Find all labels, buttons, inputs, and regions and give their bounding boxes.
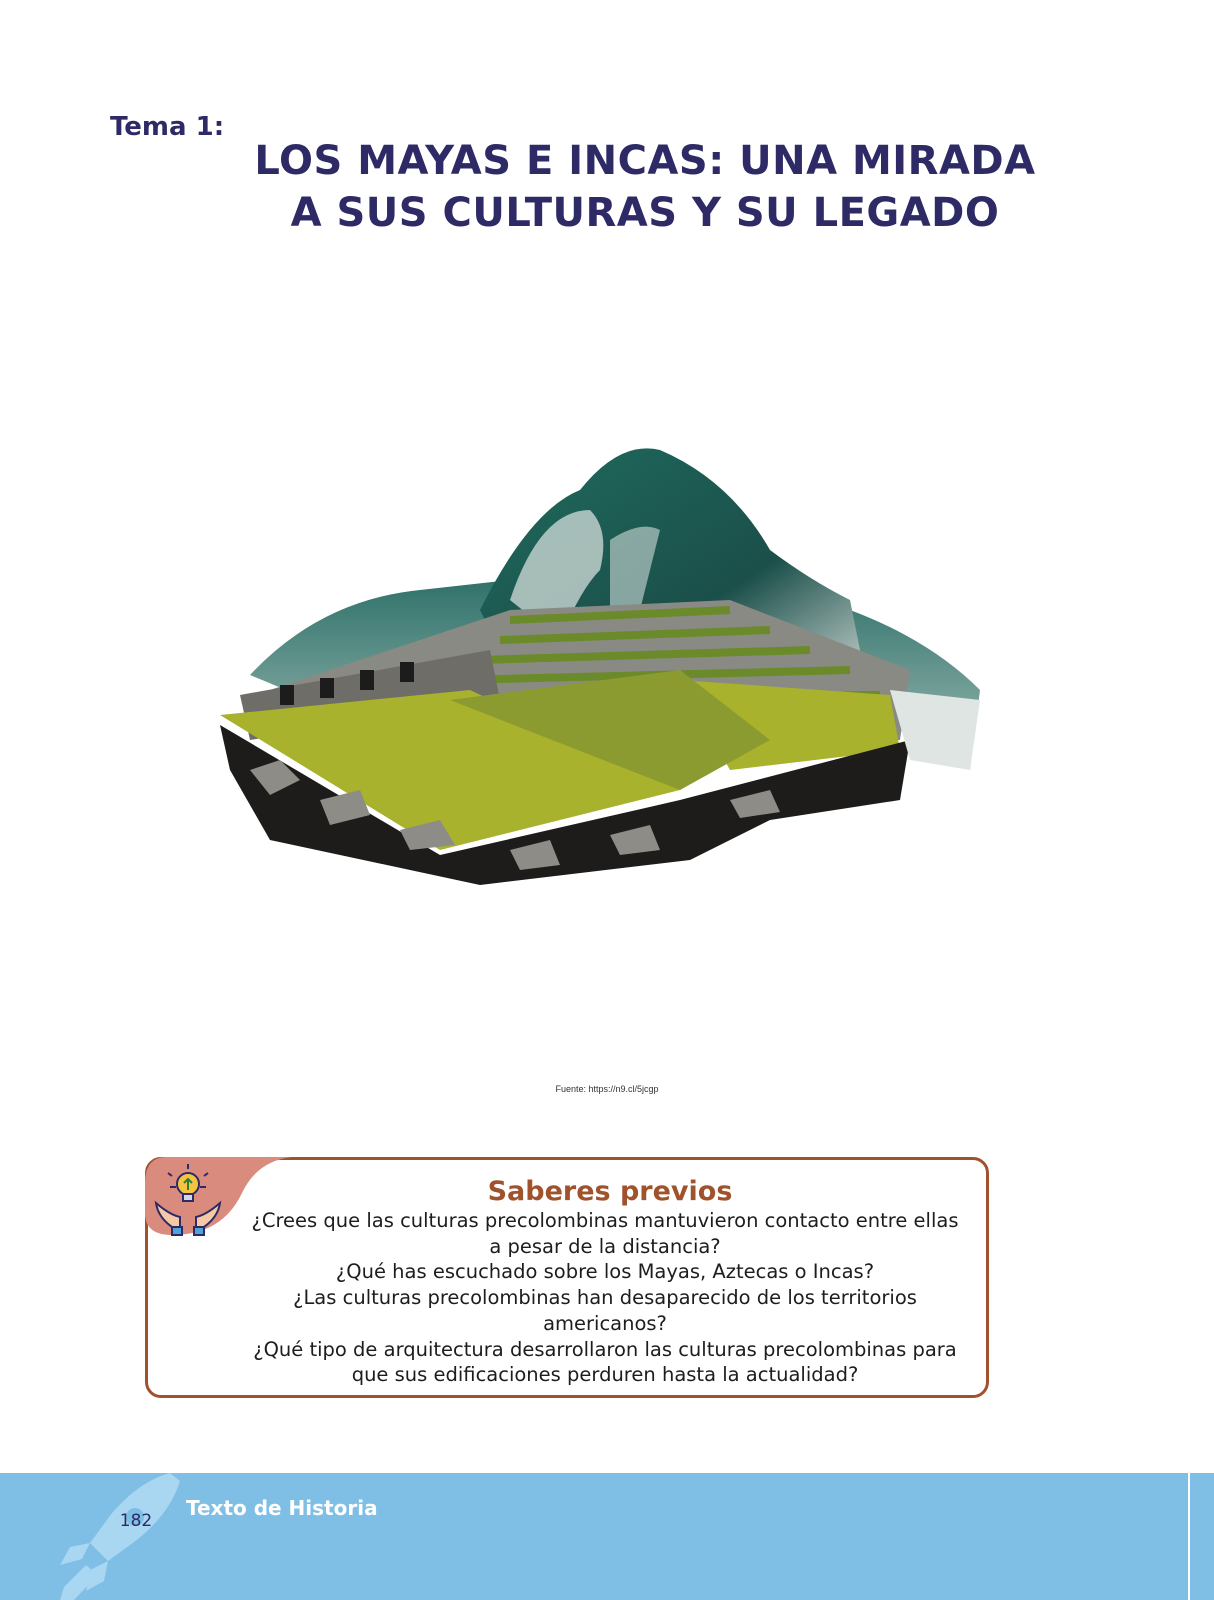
page-number: 182 [119,1511,153,1531]
image-source: Fuente: https://n9.cl/5jcgp [555,1084,659,1094]
footer-edge [1190,1473,1214,1600]
question-line: ¿Qué tipo de arquitectura desarrollaron las culturas precolombinas para [253,1337,957,1361]
saberes-title: Saberes previos [487,1176,733,1207]
page-title [200,135,1090,239]
question-line: ¿Qué has escuchado sobre los Mayas, Aztecas o Incas? [335,1260,875,1284]
machu-picchu-illustration [210,440,1010,910]
title-line-1: LOS MAYAS E INCAS: UNA MIRADA [254,138,1036,184]
question-line: ¿Crees que las culturas precolombinas mantuvieron contacto entre ellas [251,1209,959,1232]
title-line-2: A SUS CULTURAS Y SU LEGADO [290,190,1000,236]
question-line: a pesar de la distancia? [489,1234,721,1258]
question-line: que sus edificaciones perduren hasta la actualidad? [351,1363,859,1387]
tema-label: Tema 1: [110,112,225,142]
question-line: ¿Las culturas precolombinas han desaparecido de los territorios [293,1286,917,1310]
book-title: Texto de Historia [186,1496,378,1520]
question-line: americanos? [543,1311,667,1335]
saberes-questions [240,1208,970,1388]
